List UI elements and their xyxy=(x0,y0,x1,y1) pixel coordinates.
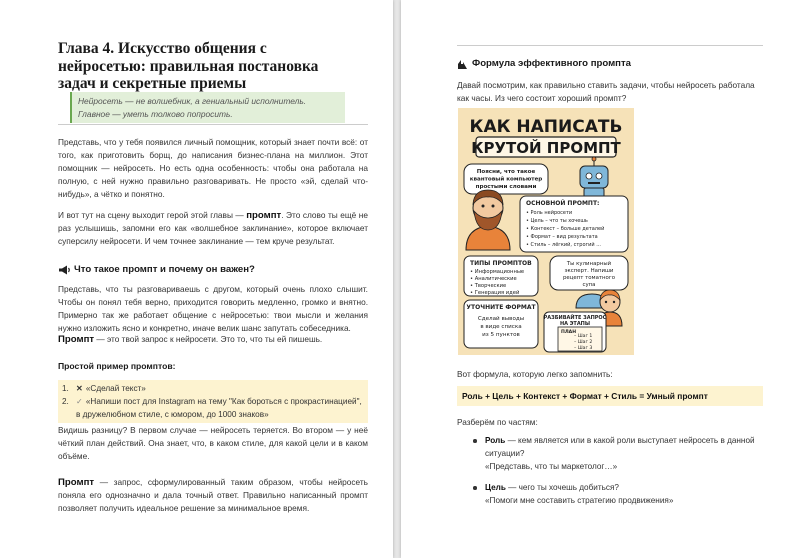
list-item: 2. ✓ «Напиши пост для Instagram на тему "Как бороться с прокрастинацией", в дружелюбном стиле, с юмором, до 1000 знаков» xyxy=(62,397,362,419)
formula-lead: Вот формула, которую легко запомнить: xyxy=(457,369,613,379)
analogy-paragraph: Представь, что ты разговариваешь с другом, который очень плохо слышит. Чтобы он понял тебя верно, приходится говорить медленно, громко и внятно. Примерно так же работает общение с нейросетью: твои мысли и желания нужно изложить ясно и конкретно, иначе велик шанс запутать собеседника. xyxy=(58,284,368,333)
svg-text:квантовый компьютер: квантовый компьютер xyxy=(469,176,543,183)
svg-text:НА ЭТАПЫ: НА ЭТАПЫ xyxy=(559,321,591,327)
svg-text:• Аналитические: • Аналитические xyxy=(470,276,517,282)
svg-text:из 5 пунктов: из 5 пунктов xyxy=(482,332,520,338)
divider xyxy=(58,124,368,125)
formula-intro-paragraph: Давай посмотрим, как правильно ставить задачи, чтобы нейросеть работала как часы. Из чего состоит хороший промпт? xyxy=(457,80,755,103)
svg-text:супа: супа xyxy=(582,282,596,288)
svg-text:• Генерация идей: • Генерация идей xyxy=(470,290,520,296)
left-page xyxy=(0,0,393,558)
difference-paragraph: Видишь разницу? В первом случае — нейросеть теряется. Во втором — у неё чёткий план действий. Она знает, что, в каком стиле, для какой цели и в каком объёме. xyxy=(58,425,368,461)
svg-text:– Шаг 1: – Шаг 1 xyxy=(574,334,593,339)
poster-title-line1: КАК НАПИСАТЬ xyxy=(469,117,623,137)
svg-text:• Цель – что ты хочешь: • Цель – что ты хочешь xyxy=(526,218,588,224)
prompt-term: промпт xyxy=(246,210,282,221)
poster-title-line2: КРУТОЙ ПРОМПТ xyxy=(471,139,621,157)
svg-text:ТИПЫ ПРОМПТОВ: ТИПЫ ПРОМПТОВ xyxy=(470,260,532,267)
list-item: 1. ✕ «Сделай текст» xyxy=(62,384,146,393)
lightning-icon xyxy=(457,59,469,70)
breakdown-intro: Разберём по частям: xyxy=(457,417,538,427)
megaphone-icon xyxy=(58,265,71,275)
list-item: Роль — кем является или в какой роли выступает нейросеть в данной ситуации? «Представь, что ты маркетолог…» xyxy=(485,434,765,473)
svg-text:– Шаг 2: – Шаг 2 xyxy=(574,340,593,345)
prompt-hero-paragraph: И вот тут на сцену выходит герой этой главы — промпт. Это слово ты ещё не раз услышишь, запомни его как «волшебное заклинание», которое включает суперсилу нейросети. И чем точнее заклинание — тем круче результат. xyxy=(58,210,368,246)
svg-text:в виде списка: в виде списка xyxy=(480,324,522,330)
section-heading-what-is-prompt: Что такое промпт и почему он важен? xyxy=(58,264,368,276)
divider xyxy=(457,45,763,46)
list-item: Цель — чего ты хочешь добиться? «Помоги мне составить стратегию продвижения» xyxy=(485,481,765,507)
section-heading-formula: Формула эффективного промпта xyxy=(457,58,763,70)
definition-line: Промпт — это твой запрос к нейросети. Это то, что ты ей пишешь. xyxy=(58,334,323,345)
svg-text:• Роль нейросети: • Роль нейросети xyxy=(526,210,573,216)
svg-text:рецепт томатного: рецепт томатного xyxy=(562,275,616,281)
svg-text:• Творческие: • Творческие xyxy=(470,283,507,289)
chapter-title: Глава 4. Искусство общения с нейросетью: правильная постановка задач и секретные приемы xyxy=(58,40,319,92)
examples-list xyxy=(58,380,368,423)
svg-text:РАЗБИВАЙТЕ ЗАПРОС: РАЗБИВАЙТЕ ЗАПРОС xyxy=(543,315,607,321)
svg-text:• Информационные: • Информационные xyxy=(470,269,525,275)
check-icon: ✓ xyxy=(76,397,83,406)
svg-text:эксперт. Напиши: эксперт. Напиши xyxy=(564,268,614,274)
svg-text:Ты кулинарный: Ты кулинарный xyxy=(566,261,612,267)
formula-highlight: Роль + Цель + Контекст + Формат + Стиль = Умный промпт xyxy=(457,386,763,406)
right-page xyxy=(401,0,800,558)
svg-text:– Шаг 3: – Шаг 3 xyxy=(574,346,593,351)
svg-text:• Формат – вид результата: • Формат – вид результата xyxy=(526,234,598,240)
svg-text:ОСНОВНОЙ ПРОМПТ:: ОСНОВНОЙ ПРОМПТ: xyxy=(526,200,600,207)
svg-text:Поясни, что такое: Поясни, что такое xyxy=(476,169,536,175)
prompt-definition-paragraph: Промпт — запрос, сформулированный таким образом, чтобы нейросеть поняла его однозначно и дала точный ответ. Правильно написанный промпт позволяет получить идеальное решение за минимальное время. xyxy=(58,477,368,513)
svg-text:Сделай выводы: Сделай выводы xyxy=(477,316,525,322)
prompt-poster-illustration xyxy=(458,108,634,355)
svg-text:простыми словами: простыми словами xyxy=(475,184,537,190)
cross-icon: ✕ xyxy=(76,384,83,393)
svg-text:УТОЧНИТЕ ФОРМАТ: УТОЧНИТЕ ФОРМАТ xyxy=(466,304,536,311)
svg-text:• Контекст – больше деталей: • Контекст – больше деталей xyxy=(526,226,605,232)
intro-paragraph: Представь, что у тебя появился личный помощник, который знает почти всё: от того, как приготовить борщ, до написания бизнес-плана на миллион. Этот помощник — нейросеть. Но есть одна особенность: чтобы она работала на полную, с ней нужно правильно разговаривать. Не просто «эй, сделай что-нибудь», а чётко и понятно. xyxy=(58,137,368,199)
svg-text:ПЛАН: ПЛАН xyxy=(561,330,577,335)
svg-text:• Стиль – лёгкий, строгий ...: • Стиль – лёгкий, строгий ... xyxy=(526,242,601,248)
examples-heading: Простой пример промптов: xyxy=(58,361,176,371)
epigraph-quote: Нейросеть — не волшебник, а гениальный исполнитель. Главное — уметь толково попросить. xyxy=(70,92,345,123)
